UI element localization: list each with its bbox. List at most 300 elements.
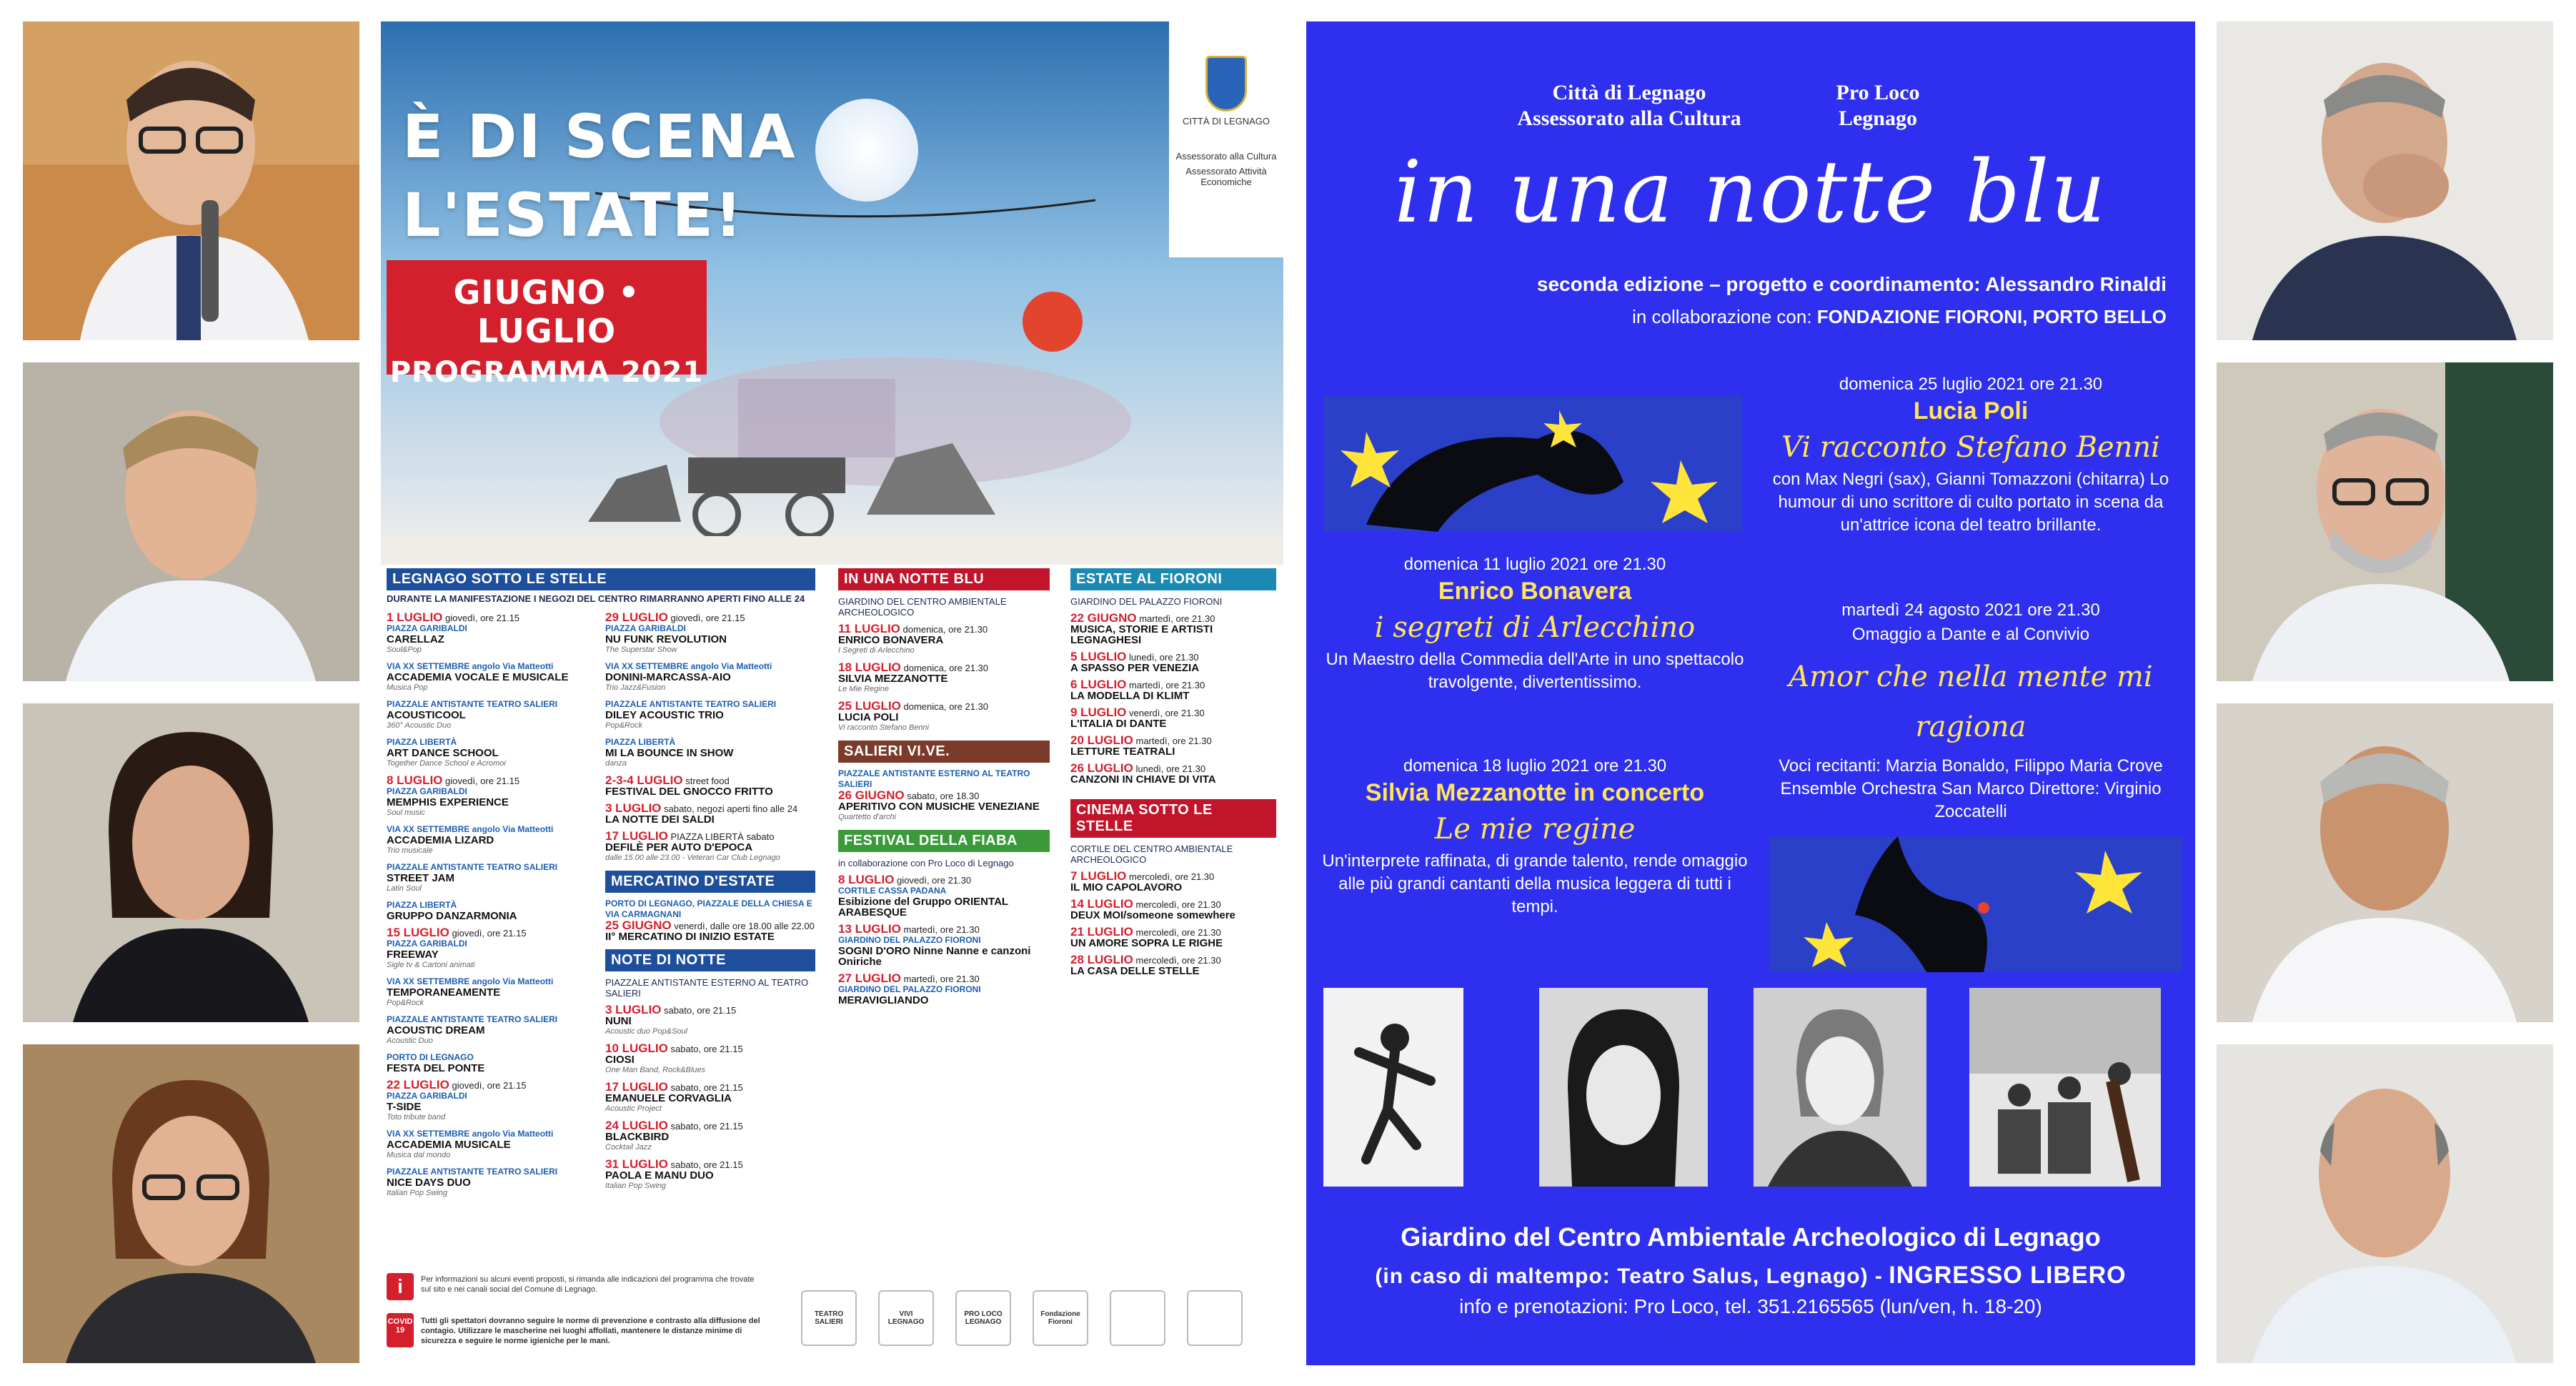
event-time: giovedì, ore 21.15 — [452, 928, 527, 939]
event-title: SOGNI D'ORO Ninne Nanne e canzoni Oniriche — [838, 945, 1031, 968]
event-title: LA NOTTE DEI SALDI — [605, 813, 715, 826]
notte-blu-heading: IN UNA NOTTE BLU — [838, 568, 1050, 590]
note-di-notte-box — [605, 949, 815, 1192]
event-time: martedì, ore 21.30 — [1139, 613, 1215, 624]
event-title: DILEY ACOUSTIC TRIO — [605, 709, 724, 721]
salieri-heading: SALIERI VI.VE. — [838, 741, 1050, 763]
event-place: PIAZZA GARIBALDI — [387, 786, 467, 796]
event-title: ACOUSTIC DREAM — [387, 1024, 485, 1036]
event-title: ACOUSTICOOL — [387, 709, 466, 721]
fiaba-note: in collaborazione con Pro Loco di Legnago — [838, 858, 1014, 868]
event-item — [387, 699, 597, 731]
note-place: PIAZZALE ANTISTANTE ESTERNO AL TEATRO SALIERI — [605, 977, 809, 999]
event-title: TEMPORANEAMENTE — [387, 986, 501, 999]
event-item — [387, 900, 597, 921]
event-time: martedì, ore 21.30 — [903, 924, 980, 935]
event-title: LA CASA DELLE STELLE — [1070, 965, 1200, 977]
event-place: PIAZZALE ANTISTANTE TEATRO SALIERI — [387, 862, 558, 872]
event-date: 17 LUGLIO — [605, 829, 668, 843]
event-item — [838, 874, 1050, 918]
event-date: 17 LUGLIO — [605, 1080, 668, 1094]
event-title: UN AMORE SOPRA LE RIGHE — [1070, 937, 1223, 949]
blue-city-line2: Assessorato alla Cultura — [1517, 107, 1741, 130]
event-title: EMANUELE CORVAGLIA — [605, 1092, 732, 1104]
salieri-place: PIAZZALE ANTISTANTE ESTERNO AL TEATRO SALIERI — [838, 768, 1030, 789]
event-time: mercoledì, ore 21.30 — [1135, 955, 1221, 966]
event-title: NU FUNK REVOLUTION — [605, 633, 727, 645]
event-time: giovedì, ore 21.15 — [452, 1080, 527, 1091]
event-date: 3 LUGLIO — [605, 1003, 662, 1016]
event-item — [1070, 763, 1276, 785]
event-date: 13 LUGLIO — [838, 922, 901, 936]
event-item — [1070, 871, 1276, 893]
event-genre: Trio Jazz&Fusion — [605, 683, 666, 692]
event-time: giovedì, ore 21.15 — [445, 613, 520, 623]
event-genre: Italian Pop Swing — [605, 1182, 666, 1190]
event-item — [1070, 613, 1276, 645]
event-genre: One Man Band, Rock&Blues — [605, 1066, 706, 1074]
event-genre: Acoustic Project — [605, 1104, 662, 1113]
blue-collaboration — [1632, 306, 2167, 328]
event-item — [387, 775, 597, 818]
event-title: NICE DAYS DUO — [387, 1177, 471, 1189]
event-genre: Toto tribute band — [387, 1113, 446, 1122]
events-list-left — [387, 606, 597, 1199]
event-item — [387, 824, 597, 856]
event-place: PORTO DI LEGNAGO — [387, 1052, 474, 1062]
event-item — [387, 976, 597, 1009]
logo-assessorato-attivita: Assessorato Attività Economiche — [1185, 166, 1267, 187]
photo-actress — [1754, 988, 1926, 1187]
poster-title-line1: È DI SCENA — [402, 102, 797, 172]
mercatino-date: 25 GIUGNO — [605, 919, 672, 932]
event-item — [605, 612, 815, 655]
fiaba-heading: FESTIVAL DELLA FIABA — [838, 830, 1050, 852]
event-item — [605, 1081, 815, 1114]
event-date: 20 LUGLIO — [1070, 733, 1133, 747]
event-place: VIA XX SETTEMBRE angolo Via Matteotti — [387, 976, 554, 986]
portrait-woman-glasses — [23, 1044, 359, 1363]
event-title: ACCADEMIA MUSICALE — [387, 1139, 511, 1151]
event-place: PIAZZA GARIBALDI — [387, 939, 467, 949]
portrait-man-microphone — [23, 21, 359, 340]
event-date: domenica 18 luglio 2021 ore 21.30 — [1403, 756, 1667, 776]
covid-icon: COVID 19 — [387, 1313, 414, 1347]
portrait-man-beard-glasses — [2217, 362, 2553, 681]
event-lucia-poli — [1756, 375, 2185, 537]
event-name: Silvia Mezzanotte in concerto — [1365, 779, 1705, 806]
event-show: Amor che nella mente mi ragiona — [1789, 660, 2153, 743]
event-date: 18 LUGLIO — [838, 660, 901, 674]
portrait-woman-dark-hair — [23, 703, 359, 1022]
sponsor-logo: PRO LOCO LEGNAGO — [955, 1290, 1011, 1346]
event-time: giovedì, ore 21.30 — [897, 875, 972, 886]
blue-info: info e prenotazioni: Pro Loco, tel. 351.2165565 (lun/ven, h. 18-20) — [1459, 1295, 2042, 1317]
maltempo-text: (in caso di maltempo: Teatro Salus, Legnago) - — [1375, 1264, 1883, 1288]
events-right-group — [605, 606, 815, 1199]
event-title: MERAVIGLIANDO — [838, 994, 929, 1006]
salieri-time: sabato, ore 18.30 — [907, 791, 980, 801]
event-description: Un Maestro della Commedia dell'Arte in uno spettacolo travolgente, divertentissimo. — [1326, 650, 1744, 692]
event-title: NUNI — [605, 1015, 632, 1027]
blue-proloco-line2: Legnago — [1838, 107, 1917, 130]
event-time: giovedì, ore 21.15 — [445, 776, 520, 786]
event-date: 3 LUGLIO — [605, 801, 662, 815]
salieri-genre: Quartetto d'archi — [838, 813, 896, 821]
event-date: 8 LUGLIO — [838, 873, 895, 886]
event-place: PIAZZALE ANTISTANTE TEATRO SALIERI — [387, 699, 558, 709]
event-title: MEMPHIS EXPERIENCE — [387, 796, 509, 808]
event-title: L'ITALIA DI DANTE — [1070, 718, 1167, 730]
cinema-box — [1070, 799, 1276, 976]
event-item — [605, 1004, 815, 1037]
section-note: DURANTE LA MANIFESTAZIONE I NEGOZI DEL CENTRO RIMARRANNO APERTI FINO ALLE 24 — [387, 593, 805, 604]
event-time: sabato, ore 21.15 — [670, 1082, 743, 1093]
event-title: ENRICO BONAVERA — [838, 634, 944, 646]
event-time: mercoledì, ore 21.30 — [1135, 927, 1221, 938]
event-title: T-SIDE — [387, 1101, 422, 1113]
photo-singer — [1539, 988, 1708, 1187]
fioroni-heading: ESTATE AL FIORONI — [1070, 568, 1276, 590]
event-name: Omaggio a Dante e al Convivio — [1851, 625, 2090, 644]
event-item — [605, 803, 815, 825]
blue-maltempo-line — [1306, 1262, 2195, 1290]
event-date: 21 LUGLIO — [1070, 925, 1133, 939]
event-title: MI LA BOUNCE IN SHOW — [605, 747, 734, 759]
event-place: VIA XX SETTEMBRE angolo Via Matteotti — [387, 824, 554, 834]
note-events — [605, 1004, 815, 1192]
event-genre: Le Mie Regine — [838, 685, 889, 693]
event-item — [387, 1052, 597, 1074]
event-show: i segreti di Arlecchino — [1374, 611, 1696, 644]
sponsor-logo — [1187, 1290, 1243, 1346]
event-time: sabato, ore 21.15 — [670, 1159, 743, 1170]
event-item — [605, 1043, 815, 1076]
event-item — [838, 662, 1050, 695]
event-item — [387, 1129, 597, 1161]
event-time: lunedì, ore 21.30 — [1135, 763, 1206, 774]
event-date: 24 LUGLIO — [605, 1119, 668, 1132]
event-item — [387, 661, 597, 693]
event-date: 10 LUGLIO — [605, 1041, 668, 1055]
cinema-heading: CINEMA SOTTO LE STELLE — [1070, 799, 1276, 838]
event-date: 15 LUGLIO — [387, 926, 449, 939]
event-date: domenica 25 luglio 2021 ore 21.30 — [1839, 375, 2103, 394]
event-time: sabato, ore 21.15 — [670, 1121, 743, 1132]
event-place: PIAZZA LIBERTÀ — [387, 900, 457, 910]
event-genre: Musica dal mondo — [387, 1151, 451, 1159]
blue-venue: Giardino del Centro Ambientale Archeologico di Legnago — [1401, 1222, 2101, 1252]
event-item — [387, 862, 597, 894]
notte-blu-place: GIARDINO DEL CENTRO AMBIENTALE ARCHEOLOGICO — [838, 596, 1007, 618]
event-time: lunedì, ore 21.30 — [1129, 652, 1199, 663]
event-date: 31 LUGLIO — [605, 1157, 668, 1171]
event-item — [605, 775, 815, 797]
event-time: street food — [685, 776, 730, 786]
logo-city-name: CITTÀ DI LEGNAGO — [1182, 116, 1270, 127]
event-show: Vi racconto Stefano Benni — [1781, 431, 2160, 464]
event-item — [1070, 707, 1276, 729]
event-title: SILVIA MEZZANOTTE — [838, 673, 948, 685]
event-title: DEUX MOI/someone somewhere — [1070, 909, 1235, 921]
event-date: martedì 24 agosto 2021 ore 21.30 — [1841, 600, 2100, 620]
event-title: STREET JAM — [387, 872, 455, 884]
event-title: A SPASSO PER VENEZIA — [1070, 662, 1200, 674]
collab-names: FONDAZIONE FIORONI, PORTO BELLO — [1816, 306, 2167, 327]
event-genre: Trio musicale — [387, 846, 433, 855]
blue-proloco-heading — [1806, 80, 1949, 132]
matisse-figure-top — [1323, 396, 1742, 532]
event-item — [1070, 899, 1276, 921]
event-title: LETTURE TEATRALI — [1070, 746, 1175, 758]
event-item — [1070, 954, 1276, 976]
event-item — [387, 737, 597, 769]
event-time: martedì, ore 21.30 — [1129, 680, 1205, 690]
event-place: VIA XX SETTEMBRE angolo Via Matteotti — [605, 661, 772, 671]
event-title: CANZONI IN CHIAVE DI VITA — [1070, 773, 1216, 786]
sponsor-logo — [1110, 1290, 1165, 1346]
event-title: PAOLA E MANU DUO — [605, 1169, 714, 1182]
event-item — [605, 1120, 815, 1153]
event-item — [838, 623, 1050, 656]
event-title: IL MIO CAPOLAVORO — [1070, 881, 1183, 894]
fioroni-events — [1070, 613, 1276, 785]
poster-programma: PROGRAMMA 2021 — [389, 356, 704, 389]
event-time: sabato, ore 21.15 — [664, 1005, 737, 1016]
event-place: CORTILE CASSA PADANA — [838, 886, 947, 896]
sponsor-logo: VIVI LEGNAGO — [878, 1290, 934, 1346]
portrait-man-bald — [2217, 1044, 2553, 1363]
event-date: 11 LUGLIO — [838, 622, 900, 635]
event-date: 25 LUGLIO — [838, 699, 901, 713]
event-date: 6 LUGLIO — [1070, 678, 1127, 691]
event-title: ACCADEMIA VOCALE E MUSICALE — [387, 671, 569, 683]
sponsor-logo: Fondazione Fioroni — [1033, 1290, 1088, 1346]
notte-blu-poster — [1306, 21, 2195, 1365]
event-item — [605, 661, 815, 693]
summer-program-poster — [381, 21, 1283, 1365]
event-item — [838, 924, 1050, 967]
legnago-sotto-le-stelle-column — [387, 568, 815, 1199]
sponsor-logo: TEATRO SALIERI — [801, 1290, 857, 1346]
event-name: Lucia Poli — [1913, 397, 2029, 425]
event-item — [605, 699, 815, 731]
event-item — [605, 831, 815, 863]
event-date: 26 LUGLIO — [1070, 761, 1133, 775]
event-time: martedì, ore 21.30 — [903, 974, 980, 984]
event-item — [1070, 926, 1276, 949]
event-description: Voci recitanti: Marzia Bonaldo, Filippo Maria Crove Ensemble Orchestra San Marco Direttore: Virginio Zoccatelli — [1779, 756, 2163, 821]
salieri-title: APERITIVO CON MUSICHE VENEZIANE — [838, 801, 1040, 813]
event-item — [1070, 651, 1276, 673]
event-description: con Max Negri (sax), Gianni Tomazzoni (chitarra) Lo humour di uno scrittore di culto portato in scena da un'attrice icona del teatro brillante. — [1772, 470, 2169, 535]
event-time: domenica, ore 21.30 — [903, 701, 989, 712]
event-date: 14 LUGLIO — [1070, 897, 1133, 911]
logo-assessorato-cultura: Assessorato alla Cultura — [1175, 151, 1277, 162]
mercatino-heading: MERCATINO D'ESTATE — [605, 871, 815, 893]
note-heading: NOTE DI NOTTE — [605, 949, 815, 971]
event-genre: Acoustic Duo — [387, 1036, 433, 1045]
event-description: Un'interprete raffinata, di grande talento, rende omaggio alle più grandi cantanti della musica leggera di tutti i tempi. — [1322, 851, 1748, 916]
salieri-date: 26 GIUGNO — [838, 788, 905, 802]
event-date: 22 GIUGNO — [1070, 611, 1137, 625]
event-name: Enrico Bonavera — [1438, 578, 1632, 605]
event-genre: Italian Pop Swing — [387, 1189, 447, 1197]
event-place: VIA XX SETTEMBRE angolo Via Matteotti — [387, 661, 554, 671]
photo-dancer — [1323, 988, 1463, 1187]
event-place: PIAZZALE ANTISTANTE TEATRO SALIERI — [605, 699, 777, 709]
event-date: 8 LUGLIO — [387, 773, 443, 787]
mercatino-place: PORTO DI LEGNAGO, PIAZZALE DELLA CHIESA E VIA CARMAGNANI — [605, 899, 812, 919]
event-genre: Latin Soul — [387, 884, 422, 893]
event-title: CARELLAZ — [387, 633, 444, 645]
event-genre: Cocktail Jazz — [605, 1143, 652, 1152]
event-place: GIARDINO DEL PALAZZO FIORONI — [838, 984, 981, 994]
event-date: 27 LUGLIO — [838, 971, 901, 985]
blue-city-heading — [1486, 80, 1772, 132]
event-place: GIARDINO DEL PALAZZO FIORONI — [838, 935, 981, 945]
event-title: DEFILÈ PER AUTO D'EPOCA — [605, 841, 753, 853]
event-title: FREEWAY — [387, 949, 439, 961]
event-genre: Together Dance School e Acromoi — [387, 759, 506, 768]
event-time: sabato, negozi aperti fino alle 24 — [664, 803, 798, 814]
collab-prefix: in collaborazione con: — [1632, 306, 1812, 327]
fioroni-box — [1070, 568, 1276, 785]
notte-blu-box — [838, 568, 1050, 733]
blue-edition: seconda edizione – progetto e coordinamento: Alessandro Rinaldi — [1536, 273, 2167, 295]
event-item — [605, 737, 815, 769]
section-heading: LEGNAGO SOTTO LE STELLE — [387, 568, 815, 590]
poster-dates-box — [387, 260, 707, 389]
city-crest-icon — [1205, 56, 1247, 112]
salieri-box — [838, 741, 1050, 823]
event-place: PIAZZA LIBERTÀ — [387, 737, 457, 747]
event-item — [838, 701, 1050, 733]
covid-text: Tutti gli spettatori dovranno seguire le norme di prevenzione e contrasto alla diffusione del contagio. Utilizzare le mascherine nei luoghi affollati, mantenere le distanze minime di sicurezza e seguire le norme igieniche per le mani. — [421, 1317, 760, 1345]
photo-orchestra — [1969, 988, 2161, 1187]
event-date: 9 LUGLIO — [1070, 706, 1127, 719]
event-place: PIAZZALE ANTISTANTE TEATRO SALIERI — [387, 1014, 558, 1024]
mercatino-box — [605, 871, 815, 942]
portrait-man-hand-face — [2217, 21, 2553, 340]
event-time: venerdì, ore 21.30 — [1129, 708, 1205, 718]
event-enrico-bonavera — [1321, 555, 1749, 694]
event-item — [387, 1079, 597, 1123]
event-silvia-mezzanotte — [1321, 756, 1749, 919]
event-item — [387, 1167, 597, 1199]
event-time: mercoledì, ore 21.30 — [1135, 899, 1221, 910]
event-date: 5 LUGLIO — [1070, 650, 1127, 663]
event-item — [1070, 735, 1276, 757]
event-title: DONINI-MARCASSA-AIO — [605, 671, 731, 683]
event-title: FESTIVAL DEL GNOCCO FRITTO — [605, 786, 773, 798]
event-title: MUSICA, STORIE E ARTISTI LEGNAGHESI — [1070, 623, 1213, 646]
event-omaggio-dante — [1756, 600, 2185, 823]
fiaba-box — [838, 830, 1050, 1006]
blue-title: in una notte blu — [1394, 143, 2107, 242]
event-date: 1 LUGLIO — [387, 610, 443, 624]
notte-blu-events — [838, 623, 1050, 733]
event-time: giovedì, ore 21.15 — [670, 613, 745, 623]
event-genre: dalle 15.00 alle 23.00 - Veteran Car Club Legnago — [605, 853, 780, 862]
event-place: PIAZZA LIBERTÀ — [605, 737, 676, 747]
event-date: 7 LUGLIO — [1070, 869, 1127, 883]
event-genre: Sigle tv & Cartoni animati — [387, 961, 475, 969]
event-title: BLACKBIRD — [605, 1131, 670, 1143]
event-place: PIAZZALE ANTISTANTE TEATRO SALIERI — [387, 1167, 558, 1177]
matisse-figure-bottom — [1769, 836, 2182, 972]
middle-column — [838, 568, 1050, 1013]
event-date: 28 LUGLIO — [1070, 953, 1133, 966]
event-genre: Pop&Rock — [387, 999, 424, 1007]
blue-city-line1: Città di Legnago — [1552, 81, 1706, 104]
mercatino-time: venerdì, dalle ore 18.00 alle 22.00 — [674, 921, 815, 931]
event-title: Esibizione del Gruppo ORIENTAL ARABESQUE — [838, 896, 1008, 919]
event-item — [387, 612, 597, 655]
event-genre: Acoustic duo Pop&Soul — [605, 1027, 687, 1036]
event-title: LA MODELLA DI KLIMT — [1070, 690, 1190, 702]
event-title: LUCIA POLI — [838, 711, 899, 723]
event-title: ART DANCE SCHOOL — [387, 747, 499, 759]
event-title: CIOSI — [605, 1054, 635, 1066]
event-genre: Vi racconto Stefano Benni — [838, 723, 929, 732]
event-date: 2-3-4 LUGLIO — [605, 773, 683, 787]
cinema-place: CORTILE DEL CENTRO AMBIENTALE ARCHEOLOGICO — [1070, 843, 1233, 865]
event-place: VIA XX SETTEMBRE angolo Via Matteotti — [387, 1129, 554, 1139]
event-genre: Soul&Pop — [387, 645, 422, 654]
event-genre: I Segreti di Arlecchino — [838, 646, 915, 655]
event-title: FESTA DEL PONTE — [387, 1062, 485, 1074]
info-icon: i — [387, 1273, 414, 1300]
blue-proloco-line1: Pro Loco — [1836, 81, 1920, 104]
cinema-events — [1070, 871, 1276, 976]
event-item — [605, 1159, 815, 1192]
event-show: Le mie regine — [1434, 813, 1636, 846]
event-title: ACCADEMIA LIZARD — [387, 834, 494, 846]
event-time: martedì, ore 21.30 — [1135, 736, 1212, 746]
portrait-man-blond — [23, 362, 359, 681]
event-time: mercoledì, ore 21.30 — [1129, 871, 1215, 882]
fioroni-place: GIARDINO DEL PALAZZO FIORONI — [1070, 596, 1223, 607]
info-text: Per informazioni su alcuni eventi proposti, si rimanda alle indicazioni del programma che trovate sul sito e nei canali social del Comune di Legnago. — [421, 1275, 755, 1294]
event-time: domenica, ore 21.30 — [902, 624, 988, 635]
event-time: PIAZZA LIBERTÀ sabato — [670, 831, 775, 842]
portrait-man-grey-hair — [2217, 703, 2553, 1022]
event-genre: Musica Pop — [387, 683, 428, 692]
event-genre: Soul music — [387, 808, 425, 817]
event-time: sabato, ore 21.15 — [670, 1044, 743, 1054]
event-item — [838, 973, 1050, 1006]
event-time: domenica, ore 21.30 — [903, 663, 989, 673]
city-logo — [1169, 21, 1283, 257]
event-item — [387, 927, 597, 971]
event-item — [387, 1014, 597, 1046]
poster-footer — [387, 1269, 1276, 1362]
poster-months: GIUGNO • LUGLIO — [453, 273, 640, 350]
event-item — [1070, 679, 1276, 701]
event-place: PIAZZA GARIBALDI — [605, 623, 686, 633]
event-place: PIAZZA GARIBALDI — [387, 623, 467, 633]
poster-title-line2: L'ESTATE! — [402, 180, 744, 250]
event-title: GRUPPO DANZARMONIA — [387, 910, 517, 922]
fiaba-events — [838, 874, 1050, 1006]
event-genre: Pop&Rock — [605, 721, 642, 730]
event-place: PIAZZA GARIBALDI — [387, 1091, 467, 1101]
event-genre: 360° Acoustic Duo — [387, 721, 452, 730]
event-genre: The Superstar Show — [605, 645, 677, 654]
event-date: 29 LUGLIO — [605, 610, 668, 624]
ingresso-libero: INGRESSO LIBERO — [1889, 1262, 2127, 1289]
